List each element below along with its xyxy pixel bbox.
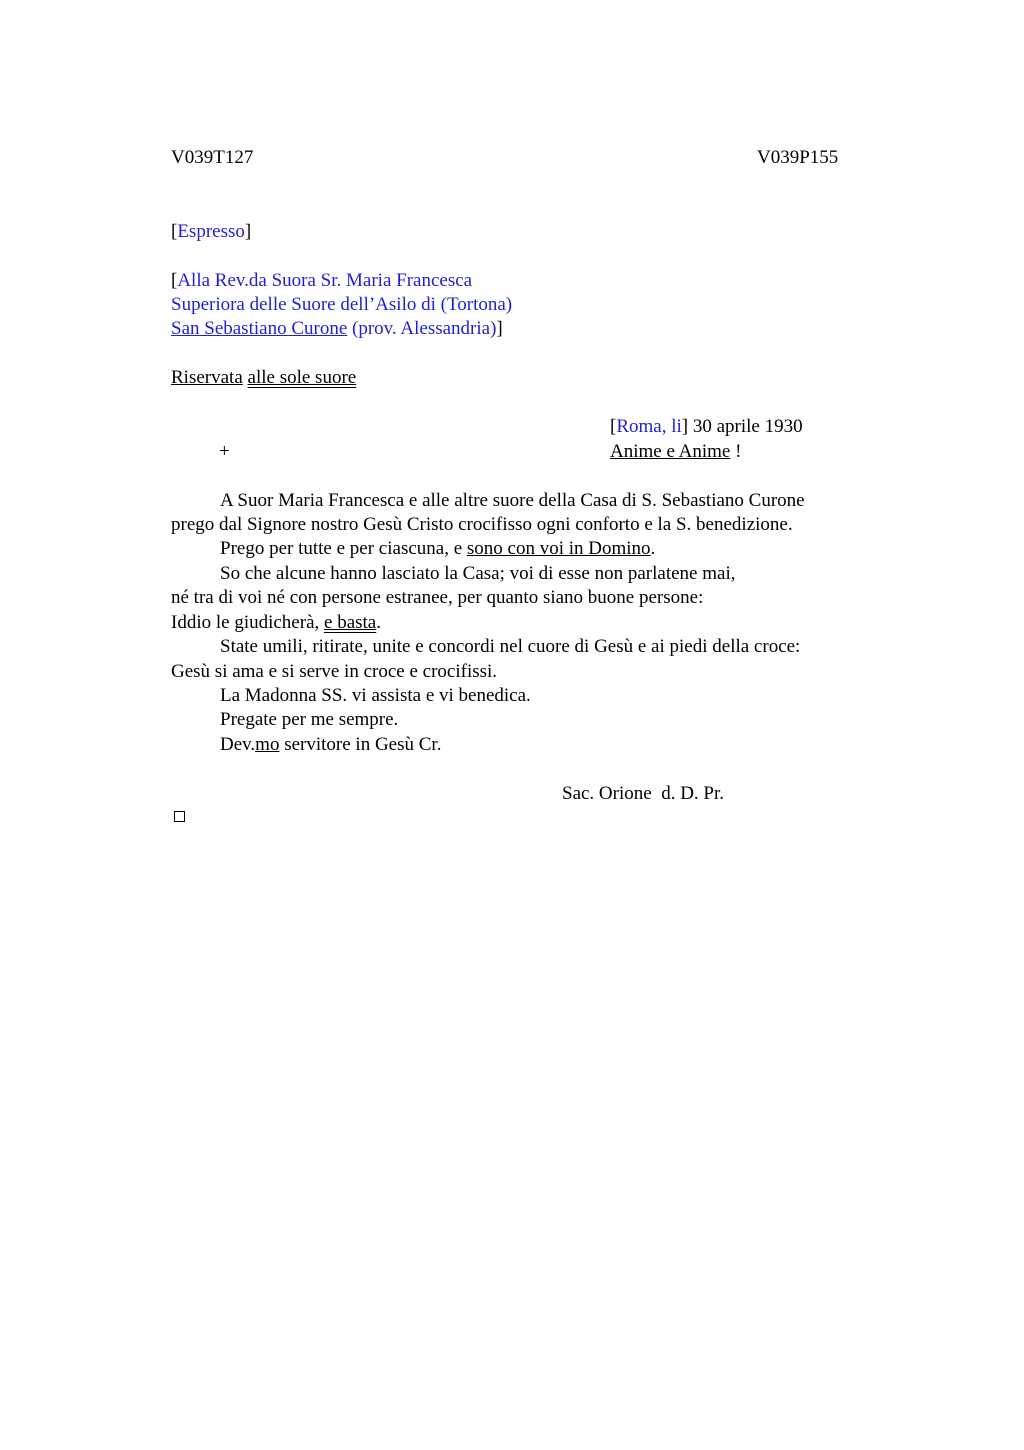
body-line xyxy=(220,537,655,561)
body-line: So che alcune hanno lasciato la Casa; voi di esse non parlatene mai, xyxy=(220,563,736,584)
address-line-2: Superiora delle Suore dell’Asilo di (Tortona) xyxy=(171,294,513,315)
body-line: Pregate per me sempre. xyxy=(220,709,399,730)
body-text: Dev. xyxy=(220,734,256,755)
address-line-3 xyxy=(171,317,503,341)
confidential-note xyxy=(171,366,356,390)
address-province: (prov. Alessandria) xyxy=(347,318,497,339)
address-recipient: Alla Rev.da Suora Sr. Maria Francesca xyxy=(177,270,473,291)
end-marker-box xyxy=(174,811,185,822)
bracket: [ xyxy=(171,270,178,291)
delivery-label: Espresso xyxy=(177,221,245,242)
dateline xyxy=(610,415,803,439)
body-text: Prego per tutte e per ciascuna, e xyxy=(220,538,467,559)
closing-line xyxy=(220,733,441,757)
dateline-place: Roma, li xyxy=(616,416,682,437)
body-text: . xyxy=(650,538,656,559)
document-code-left: V039T127 xyxy=(171,147,254,168)
body-text: servitore in Gesù Cr. xyxy=(279,734,442,755)
bracket: ] xyxy=(496,318,503,339)
motto-suffix: ! xyxy=(730,441,742,462)
body-line: prego dal Signore nostro Gesù Cristo crocifisso ogni conforto e la S. benedizione. xyxy=(171,514,793,535)
dateline-date: 30 aprile 1930 xyxy=(692,416,803,437)
body-line: né tra di voi né con persone estranee, per quanto siano buone persone: xyxy=(171,587,704,608)
confidential-word: Riservata xyxy=(171,367,243,388)
bracket: [ xyxy=(610,416,617,437)
motto-text: Anime e Anime xyxy=(610,441,731,462)
motto xyxy=(610,440,741,464)
document-code-right: V039P155 xyxy=(757,147,839,168)
body-text: . xyxy=(376,612,381,633)
body-underlined: sono con voi in Domino xyxy=(466,538,651,559)
confidential-scope: alle sole suore xyxy=(247,367,357,388)
delivery-note xyxy=(171,220,251,244)
body-line: La Madonna SS. vi assista e vi benedica. xyxy=(220,685,531,706)
body-text: Iddio le giudicherà, xyxy=(171,612,325,633)
bracket: ] xyxy=(681,416,693,437)
body-line: A Suor Maria Francesca e alle altre suore della Casa di S. Sebastiano Curone xyxy=(220,490,805,511)
body-underlined: e basta xyxy=(324,612,377,633)
bracket: [ xyxy=(171,221,178,242)
body-underlined: mo xyxy=(255,734,280,755)
body-line: Gesù si ama e si serve in croce e crocifissi. xyxy=(171,661,498,682)
address-place: San Sebastiano Curone xyxy=(171,318,348,339)
bracket: ] xyxy=(244,221,252,242)
body-line: State umili, ritirate, unite e concordi nel cuore di Gesù e ai piedi della croce: xyxy=(220,636,801,657)
cross-mark: + xyxy=(219,441,230,462)
body-line xyxy=(171,611,381,635)
address-line-1 xyxy=(171,269,472,293)
signature: Sac. Orione d. D. Pr. xyxy=(562,783,725,804)
